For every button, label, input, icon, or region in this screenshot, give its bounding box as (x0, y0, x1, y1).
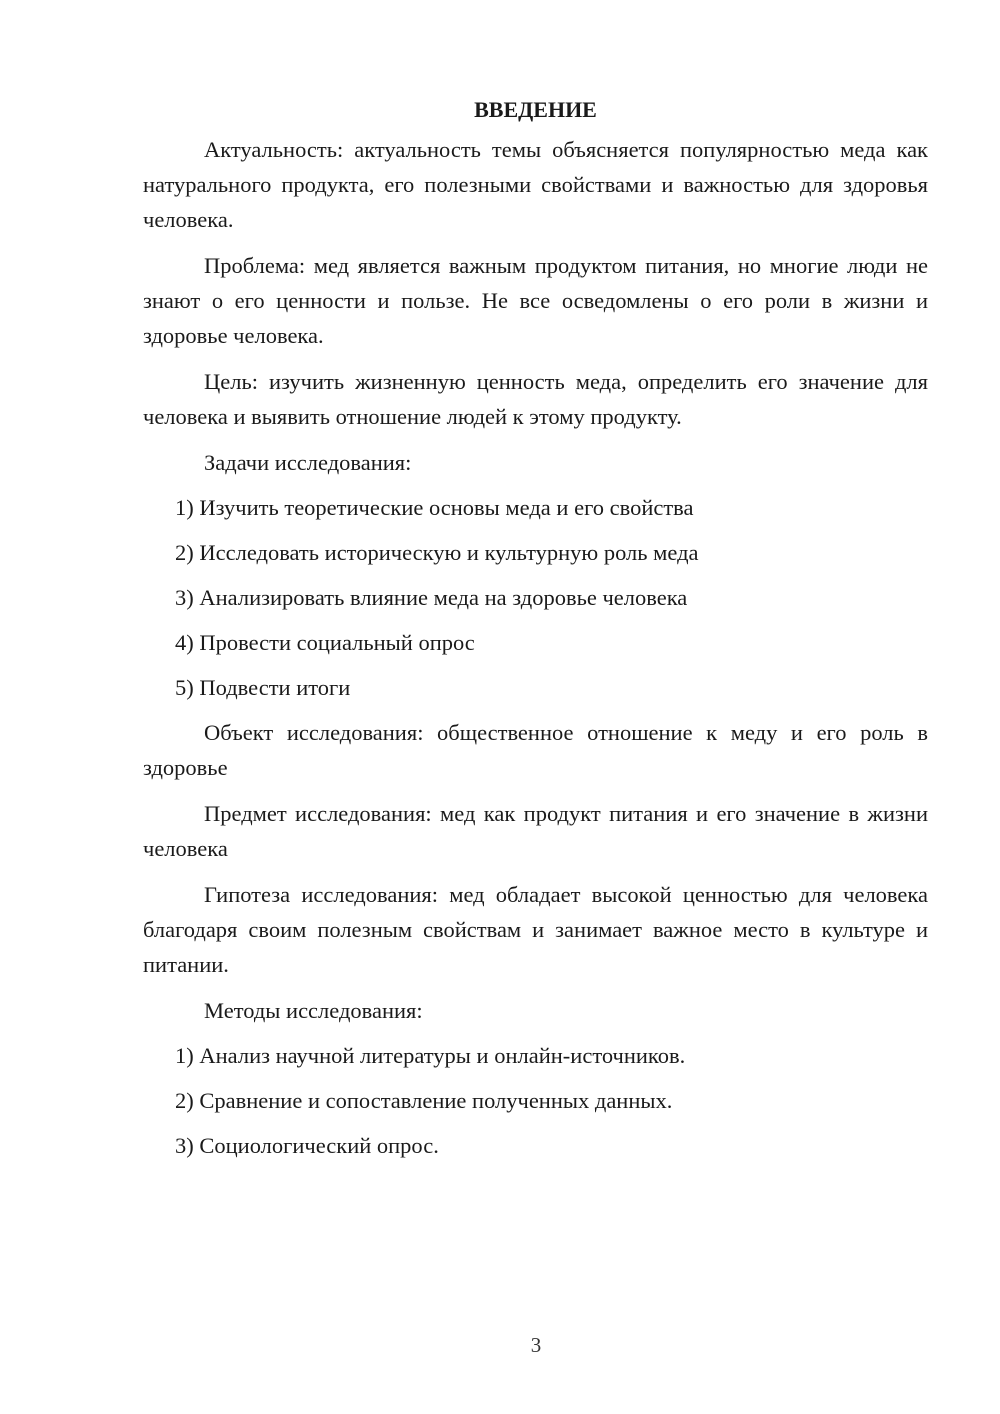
list-item: 5) Подвести итоги (175, 675, 351, 700)
page-number: 3 (530, 1333, 542, 1357)
list-item: 3) Анализировать влияние меда на здоровье человека (175, 585, 688, 610)
object-paragraph: Объект исследования: общественное отношение к меду и его роль в здоровье (143, 720, 928, 780)
goal-paragraph: Цель: изучить жизненную ценность меда, определить его значение для человека и выявить отношение людей к этому продукту. (143, 369, 928, 429)
list-item: 3) Социологический опрос. (175, 1133, 439, 1158)
relevance-paragraph: Актуальность: актуальность темы объясняется популярностью меда как натурального продукта, его полезными свойствами и важностью для здоровья человека. (143, 137, 928, 232)
methods-heading: Методы исследования: (204, 998, 423, 1023)
list-item: 2) Исследовать историческую и культурную роль меда (175, 540, 699, 565)
list-item: 1) Анализ научной литературы и онлайн-источников. (175, 1043, 686, 1068)
page-title: ВВЕДЕНИЕ (474, 97, 597, 122)
page-content (143, 90, 928, 1173)
tasks-heading: Задачи исследования: (204, 450, 412, 475)
hypothesis-paragraph: Гипотеза исследования: мед обладает высокой ценностью для человека благодаря своим полезным свойствам и занимает важное место в культуре и питании. (143, 882, 928, 977)
methods-list (143, 1038, 928, 1163)
problem-paragraph: Проблема: мед является важным продуктом питания, но многие люди не знают о его ценности и пользе. Не все осведомлены о его роли в жизни и здоровье человека. (143, 253, 928, 348)
tasks-list (143, 490, 928, 705)
list-item: 1) Изучить теоретические основы меда и его свойства (175, 495, 694, 520)
list-item: 4) Провести социальный опрос (175, 630, 475, 655)
subject-paragraph: Предмет исследования: мед как продукт питания и его значение в жизни человека (143, 801, 928, 861)
list-item: 2) Сравнение и сопоставление полученных данных. (175, 1088, 673, 1113)
